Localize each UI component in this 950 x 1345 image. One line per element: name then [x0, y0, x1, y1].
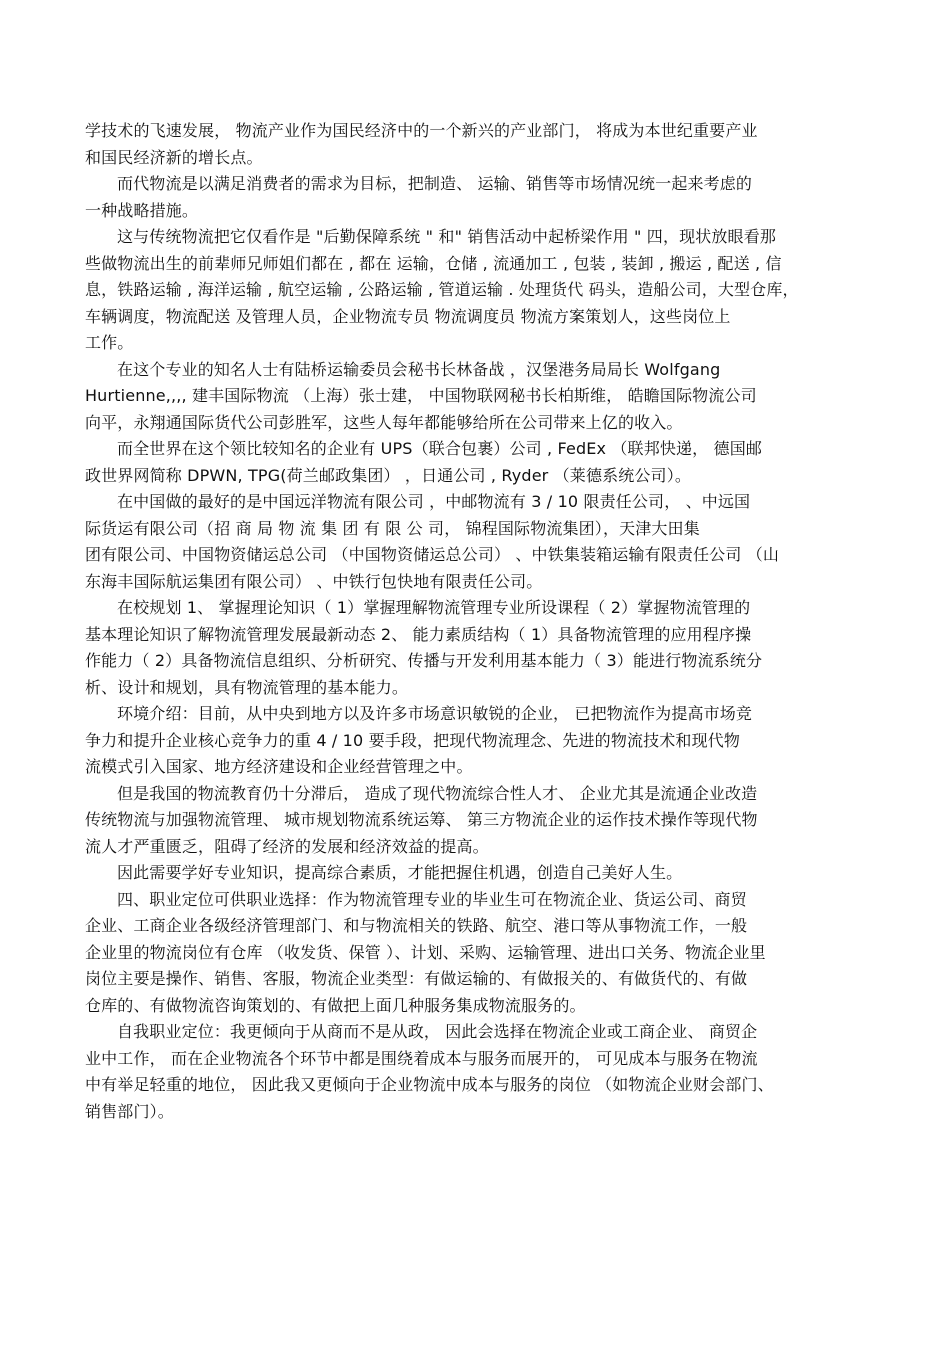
paragraph: [85, 171, 865, 224]
paragraph: [85, 436, 865, 489]
text-line: 一种战略措施。: [85, 200, 199, 220]
paragraph: [85, 118, 865, 171]
text-line: Hurtienne,,,, 建丰国际物流 （上海）张士建， 中国物联网秘书长柏斯维， 皓瞻国际物流公司: [85, 386, 757, 405]
paragraph: [85, 595, 865, 701]
text-line: 但是我国的物流教育仍十分滞后， 造成了现代物流综合性人才、 企业尤其是流通企业改造: [117, 783, 758, 803]
document-page: [85, 118, 865, 1125]
paragraph: [85, 860, 865, 887]
paragraph: [85, 887, 865, 1020]
text-line: 息，铁路运输 , 海洋运输 , 航空运输 , 公路运输 , 管道运输 . 处理货代 码头，造船公司，大型仓库，: [85, 280, 799, 299]
text-line: 而代物流是以满足消费者的需求为目标，把制造、 运输、销售等市场情况统一起来考虑的: [117, 174, 753, 193]
text-line: 环境介绍：目前，从中央到地方以及许多市场意识敏锐的企业， 已把物流作为提高市场竞: [117, 704, 753, 723]
paragraph: [85, 224, 865, 357]
text-line: 企业里的物流岗位有仓库 （收发货、保管 ）、计划、采购、运输管理、进出口关务、物流企业里: [85, 942, 766, 962]
text-line: 工作。: [85, 333, 134, 352]
text-line: 销售部门）。: [85, 1101, 174, 1121]
text-line: 岗位主要是操作、销售、客服，物流企业类型：有做运输的、有做报关的、有做货代的、有做: [85, 969, 748, 988]
text-line: 在中国做的最好的是中国远洋物流有限公司 ，中邮物流有 3 / 10 限责任公司， 、中远国: [117, 492, 751, 511]
text-line: 仓库的、有做物流咨询策划的、有做把上面几种服务集成物流服务的。: [85, 995, 586, 1015]
text-line: 流人才严重匮乏，阻碍了经济的发展和经济效益的提高。: [85, 836, 489, 856]
text-line: 业中工作， 而在企业物流各个环节中都是围绕着成本与服务而展开的， 可见成本与服务在物流: [85, 1048, 758, 1068]
paragraph: [85, 1019, 865, 1125]
paragraph: [85, 489, 865, 595]
text-line: 四、职业定位可供职业选择：作为物流管理专业的毕业生可在物流企业、货运公司、商贸: [117, 889, 747, 909]
text-line: 际货运有限公司（招 商 局 物 流 集 团 有 限 公 司， 锦程国际物流集团），天津大田集: [85, 518, 700, 538]
text-line: 企业、工商企业各级经济管理部门、和与物流相关的铁路、航空、港口等从事物流工作，一般: [85, 916, 748, 935]
text-line: 争力和提升企业核心竞争力的重 4 / 10 要手段，把现代物流理念、先进的物流技术和现代物: [85, 730, 741, 750]
paragraph: [85, 701, 865, 781]
text-line: 向平，永翔通国际货代公司彭胜军，这些人每年都能够给所在公司带来上亿的收入。: [85, 412, 683, 432]
text-line: 政世界网简称 DPWN, TPG(荷兰邮政集团） ，日通公司 , Ryder （莱德系统公司）。: [85, 465, 691, 485]
text-line: 自我职业定位：我更倾向于从商而不是从政， 因此会选择在物流企业或工商企业、 商贸企: [117, 1022, 758, 1041]
text-line: 基本理论知识了解物流管理发展最新动态 2、 能力素质结构（ 1）具备物流管理的应用程序操: [85, 624, 752, 644]
text-line: 传统物流与加强物流管理、 城市规划物流系统运筹、 第三方物流企业的运作技术操作等现代物: [85, 810, 758, 829]
text-line: 东海丰国际航运集团有限公司） 、中铁行包快地有限责任公司。: [85, 571, 543, 591]
paragraph: [85, 781, 865, 861]
text-line: 学技术的飞速发展， 物流产业作为国民经济中的一个新兴的产业部门， 将成为本世纪重要产业: [85, 121, 758, 140]
text-line: 团有限公司、中国物资储运总公司 （中国物资储运总公司） 、中铁集装箱运输有限责任公司 （山: [85, 545, 780, 564]
text-line: 车辆调度，物流配送 及管理人员，企业物流专员 物流调度员 物流方案策划人，这些岗位上: [85, 306, 731, 326]
text-line: 而全世界在这个领比较知名的企业有 UPS（联合包裹）公司 , FedEx （联邦快递， 德国邮: [117, 439, 762, 458]
text-line: 在这个专业的知名人士有陆桥运输委员会秘书长林备战 ，汉堡港务局局长 Wolfgang: [117, 359, 721, 379]
text-line: 在校规划 1、 掌握理论知识（ 1）掌握理解物流管理专业所设课程（ 2）掌握物流管理的: [117, 598, 751, 617]
text-line: 因此需要学好专业知识，提高综合素质，才能把握住机遇，创造自己美好人生。: [117, 863, 683, 882]
text-line: 中有举足轻重的地位， 因此我又更倾向于企业物流中成本与服务的岗位 （如物流企业财会部门、: [85, 1075, 774, 1094]
text-line: 些做物流出生的前辈师兄师姐们都在 , 都在 运输，仓储 , 流通加工 , 包装 , 装卸 , 搬运 , 配送 , 信: [85, 253, 782, 273]
text-line: 析、设计和规划，具有物流管理的基本能力。: [85, 677, 409, 697]
text-line: 作能力（ 2）具备物流信息组织、分析研究、传播与开发利用基本能力（ 3）能进行物流系统分: [85, 651, 763, 670]
text-line: 流模式引入国家、地方经济建设和企业经营管理之中。: [85, 757, 473, 776]
text-line: 和国民经济新的增长点。: [85, 147, 263, 167]
paragraph: [85, 357, 865, 437]
text-line: 这与传统物流把它仅看作是 "后勤保障系统 " 和" 销售活动中起桥梁作用 " 四，现状放眼看那: [117, 227, 777, 246]
